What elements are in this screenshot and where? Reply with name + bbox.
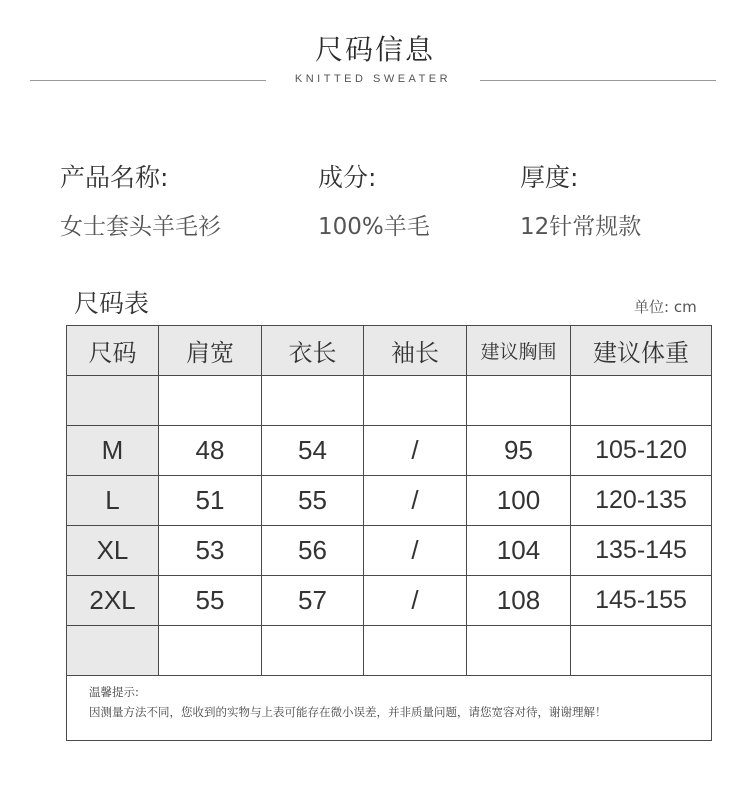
length-cell: 54	[262, 426, 364, 476]
table-note-row	[67, 676, 712, 741]
header-cell: 衣长	[262, 326, 364, 376]
header-cell: 袖长	[364, 326, 467, 376]
empty-cell	[467, 376, 571, 426]
size-cell: M	[67, 426, 159, 476]
empty-cell	[364, 626, 467, 676]
empty-cell	[262, 626, 364, 676]
empty-cell	[67, 626, 159, 676]
note-cell	[67, 676, 712, 741]
header-cell: 建议体重	[571, 326, 712, 376]
info-value: 12针常规款	[520, 214, 642, 240]
info-label: 厚度:	[520, 163, 579, 192]
header-cell: 建议胸围	[467, 326, 571, 376]
divider-right	[480, 80, 716, 81]
sleeve-cell: /	[364, 476, 467, 526]
table-row-empty	[67, 376, 712, 426]
info-value: 100%羊毛	[318, 214, 430, 240]
chest-cell: 95	[467, 426, 571, 476]
table-row	[67, 526, 712, 576]
divider-left	[30, 80, 266, 81]
length-cell: 56	[262, 526, 364, 576]
note-text: 因测量方法不同，您收到的实物与上表可能存在微小误差，并非质量问题，请您宽容对待，谢谢理解！	[89, 705, 607, 719]
info-label: 产品名称:	[60, 163, 169, 192]
shoulder-cell: 53	[159, 526, 262, 576]
info-thickness	[520, 158, 641, 241]
empty-cell	[262, 376, 364, 426]
shoulder-cell: 48	[159, 426, 262, 476]
length-cell: 57	[262, 576, 364, 626]
empty-cell	[159, 626, 262, 676]
sleeve-cell: /	[364, 426, 467, 476]
info-label: 成分:	[318, 163, 377, 192]
length-cell: 55	[262, 476, 364, 526]
page-title: 尺码信息	[314, 33, 435, 66]
empty-cell	[67, 376, 159, 426]
header-cell: 尺码	[67, 326, 159, 376]
page-subtitle: KNITTED SWEATER	[294, 73, 452, 85]
empty-cell	[571, 376, 712, 426]
empty-cell	[571, 626, 712, 676]
sleeve-cell: /	[364, 526, 467, 576]
weight-cell: 135-145	[571, 526, 712, 576]
size-cell: 2XL	[67, 576, 159, 626]
table-header-row	[67, 326, 712, 376]
size-cell: XL	[67, 526, 159, 576]
info-value: 女士套头羊毛衫	[60, 214, 221, 240]
size-cell: L	[67, 476, 159, 526]
chest-cell: 100	[467, 476, 571, 526]
shoulder-cell: 55	[159, 576, 262, 626]
info-product-name	[60, 158, 221, 241]
size-table-title: 尺码表	[74, 289, 150, 318]
weight-cell: 105-120	[571, 426, 712, 476]
table-row	[67, 576, 712, 626]
table-row	[67, 426, 712, 476]
sleeve-cell: /	[364, 576, 467, 626]
shoulder-cell: 51	[159, 476, 262, 526]
unit-label: 单位: cm	[634, 298, 697, 316]
size-table	[66, 325, 712, 741]
table-row	[67, 476, 712, 526]
header-cell: 肩宽	[159, 326, 262, 376]
empty-cell	[159, 376, 262, 426]
empty-cell	[467, 626, 571, 676]
empty-cell	[364, 376, 467, 426]
chest-cell: 108	[467, 576, 571, 626]
chest-cell: 104	[467, 526, 571, 576]
table-row-empty	[67, 626, 712, 676]
info-composition	[318, 158, 430, 241]
note-title: 温馨提示:	[89, 685, 139, 699]
weight-cell: 145-155	[571, 576, 712, 626]
weight-cell: 120-135	[571, 476, 712, 526]
